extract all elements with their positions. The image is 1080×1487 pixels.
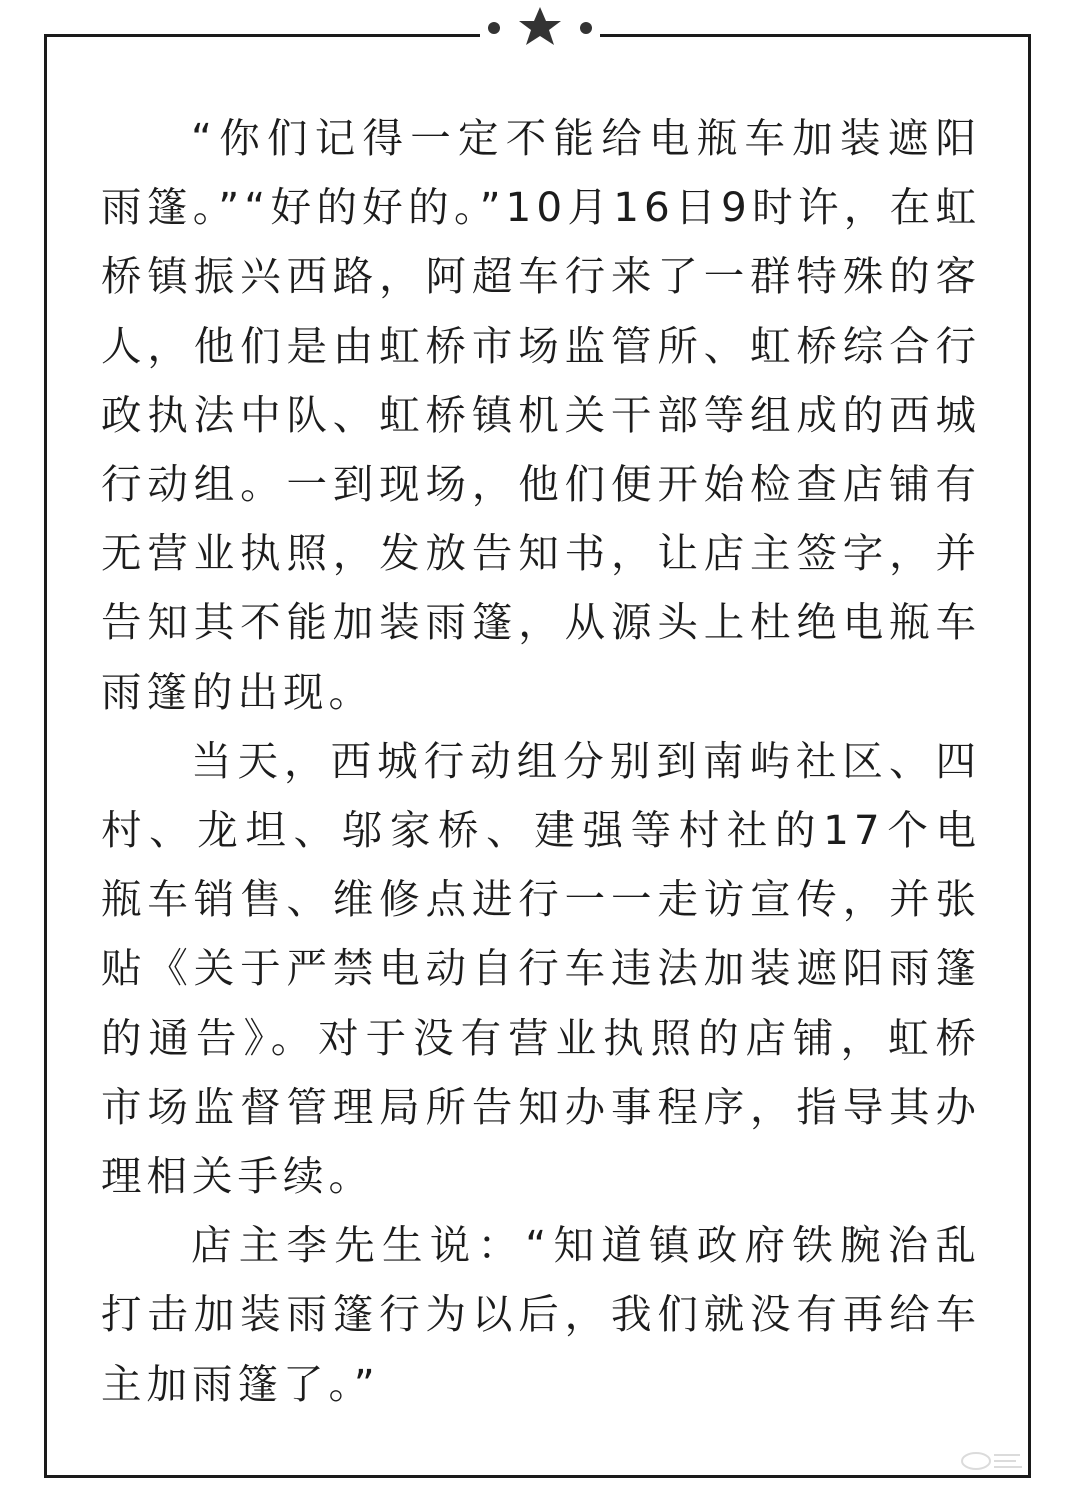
article-paragraph: 店主李先生说：“知道镇政府铁腕治乱打击加装雨篷行为以后，我们就没有再给车主加雨篷了。” bbox=[101, 1221, 981, 1408]
dot-star-dot-ornament-icon bbox=[480, 4, 600, 48]
article-body bbox=[101, 104, 981, 1419]
article-paragraph: 当天，西城行动组分别到南屿社区、四村、龙坦、邬家桥、建强等村社的17个电瓶车销售、维修点进行一一走访宣传，并张贴《关于严禁电动自行车违法加装遮阳雨篷的通告》。对于没有营业执照的店铺，虹桥市场监督管理局所告知办事程序，指导其办理相关手续。 bbox=[101, 736, 981, 1201]
watermark-icon bbox=[958, 1449, 1028, 1473]
article-paragraph: “你们记得一定不能给电瓶车加装遮阳雨篷。”“好的好的。”10月16日9时许，在虹桥镇振兴西路，阿超车行来了一群特殊的客人，他们是由虹桥市场监管所、虹桥综合行政执法中队、虹桥镇机关干部等组成的西城行动组。一到现场，他们便开始检查店铺有无营业执照，发放告知书，让店主签字，并告知其不能加装雨篷，从源头上杜绝电瓶车雨篷的出现。 bbox=[101, 114, 981, 716]
